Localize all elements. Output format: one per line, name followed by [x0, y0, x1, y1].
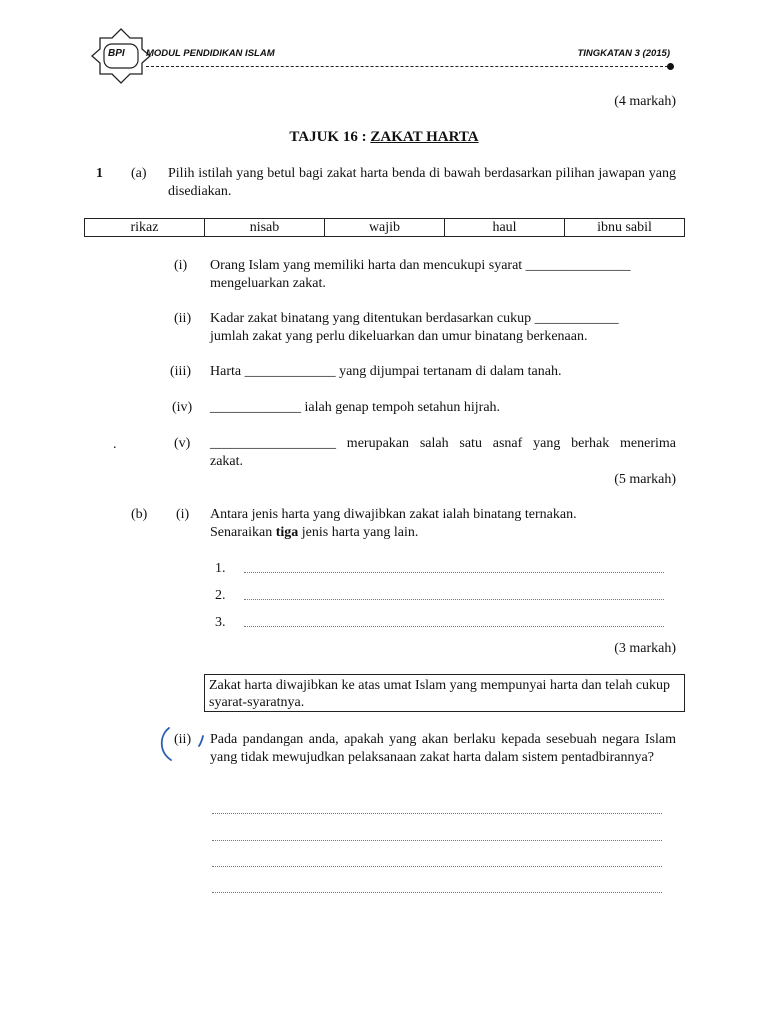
- item-number: (iv): [172, 400, 193, 415]
- answer-dots[interactable]: [244, 599, 664, 600]
- part-b-ii-number: (ii): [174, 732, 192, 747]
- item-number: (i): [174, 258, 188, 273]
- instruction-pre: Senaraikan: [210, 525, 276, 540]
- option-cell: haul: [445, 219, 565, 237]
- item-line: _____________ ialah genap tempoh setahun hijrah.: [210, 400, 501, 415]
- item-number: (iii): [170, 364, 191, 379]
- part-b-ii-question: Pada pandangan anda, apakah yang akan berlaku kepada sesebuah negara Islam yang tidak mewujudkan pelaksanaan zakat harta dalam sistem pentadbirannya?: [210, 732, 676, 765]
- option-cell: wajib: [325, 219, 445, 237]
- answer-dots[interactable]: [212, 840, 662, 841]
- part-b-i-number: (i): [176, 507, 190, 522]
- item-line: Kadar zakat binatang yang ditentukan berdasarkan cukup ____________: [210, 311, 619, 326]
- title-prefix: TAJUK 16 :: [289, 129, 371, 145]
- logo-text: BPI: [108, 48, 125, 59]
- instruction-post: jenis harta yang lain.: [298, 525, 419, 540]
- item-line: mengeluarkan zakat.: [210, 276, 326, 291]
- answer-dots[interactable]: [212, 813, 662, 814]
- header-divider: [146, 66, 668, 67]
- part-b-i-text: Antara jenis harta yang diwajibkan zakat ialah binatang ternakan.: [210, 507, 577, 522]
- part-a-marks: (5 markah): [614, 472, 676, 487]
- part-b-i-marks: (3 markah): [614, 641, 676, 656]
- option-cell: rikaz: [85, 219, 205, 237]
- option-cell: ibnu sabil: [565, 219, 685, 237]
- item-line: Harta _____________ yang dijumpai tertanam di dalam tanah.: [210, 364, 562, 379]
- item-line: __________________ merupakan salah satu asnaf yang berhak menerima: [210, 436, 676, 451]
- answer-box: Zakat harta diwajibkan ke atas umat Islam yang mempunyai harta dan telah cukup syarat-syaratnya.: [204, 674, 685, 712]
- part-a-instruction: Pilih istilah yang betul bagi zakat harta benda di bawah berdasarkan pilihan jawapan yang disediakan.: [168, 166, 676, 199]
- option-cell: nisab: [205, 219, 325, 237]
- part-a-label: (a): [131, 166, 147, 181]
- answer-number: 3.: [215, 615, 226, 630]
- top-marks: (4 markah): [614, 94, 676, 109]
- header-divider-dot: [667, 63, 674, 70]
- item-number: (ii): [174, 311, 192, 326]
- title-topic: ZAKAT HARTA: [370, 129, 479, 145]
- answer-number: 1.: [215, 561, 226, 576]
- instruction-bold: tiga: [275, 525, 299, 540]
- level-title: TINGKATAN 3 (2015): [577, 48, 670, 59]
- item-line: zakat.: [210, 454, 244, 469]
- answer-dots[interactable]: [212, 866, 662, 867]
- item-line: jumlah zakat yang perlu dikeluarkan dan umur binatang berkenaan.: [210, 329, 588, 344]
- options-table: [84, 218, 685, 237]
- answer-number: 2.: [215, 588, 226, 603]
- part-b-label: (b): [131, 507, 148, 522]
- question-number: 1: [96, 166, 103, 181]
- part-b-i-instruction: [210, 524, 418, 541]
- item-number: (v): [174, 436, 191, 451]
- stray-mark: .: [113, 437, 117, 452]
- module-title: MODUL PENDIDIKAN ISLAM: [146, 48, 275, 59]
- answer-dots[interactable]: [244, 626, 664, 627]
- item-line: Orang Islam yang memiliki harta dan mencukupi syarat _______________: [210, 258, 631, 273]
- page-title: [0, 129, 768, 146]
- answer-dots[interactable]: [212, 892, 662, 893]
- answer-dots[interactable]: [244, 572, 664, 573]
